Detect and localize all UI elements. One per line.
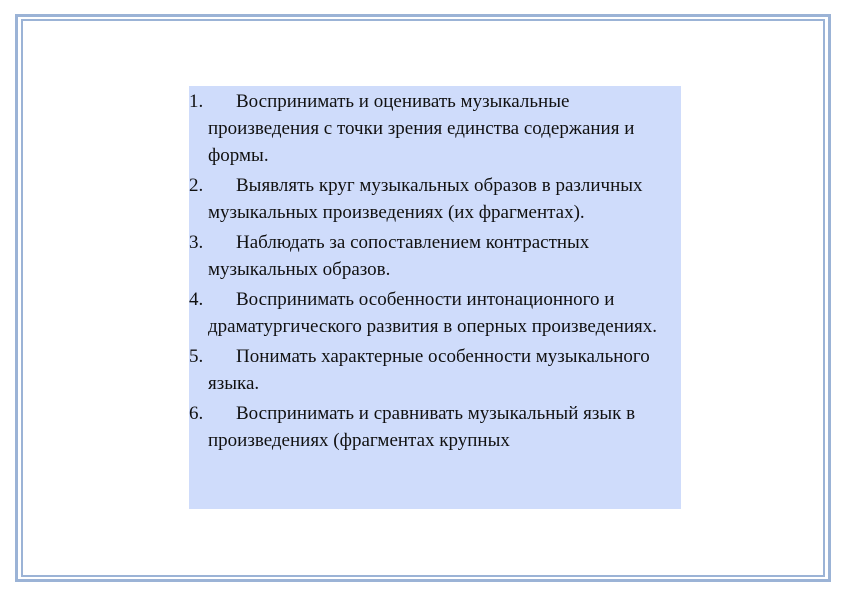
list-item-text: Воспринимать и оценивать музыкальные произведения с точки зрения единства содержания и формы.	[208, 91, 635, 166]
numbered-list	[189, 86, 681, 509]
list-item	[189, 400, 675, 454]
list-item-text: Выявлять круг музыкальных образов в различных музыкальных произведениях (их фрагментах).	[208, 175, 643, 223]
list-item-number: 3.	[189, 232, 204, 253]
list-item-number: 4.	[189, 289, 204, 310]
list-item-text: Наблюдать за сопоставлением контрастных музыкальных образов.	[208, 232, 590, 280]
list-item-number: 1.	[189, 91, 204, 112]
list-item	[189, 172, 675, 226]
list-item-number: 2.	[189, 175, 204, 196]
list-item	[189, 229, 675, 283]
list-item-number: 5.	[189, 346, 204, 367]
list-item-number: 6.	[189, 403, 204, 424]
list-item-text: Воспринимать особенности интонационного и драматургического развития в оперных произведениях.	[208, 289, 658, 337]
list-item	[189, 88, 675, 169]
list-item-text: Понимать характерные особенности музыкального языка.	[208, 346, 650, 394]
list-item	[189, 343, 675, 397]
list-item	[189, 286, 675, 340]
list-item-text: Воспринимать и сравнивать музыкальный язык в произведениях (фрагментах крупных	[208, 403, 636, 451]
